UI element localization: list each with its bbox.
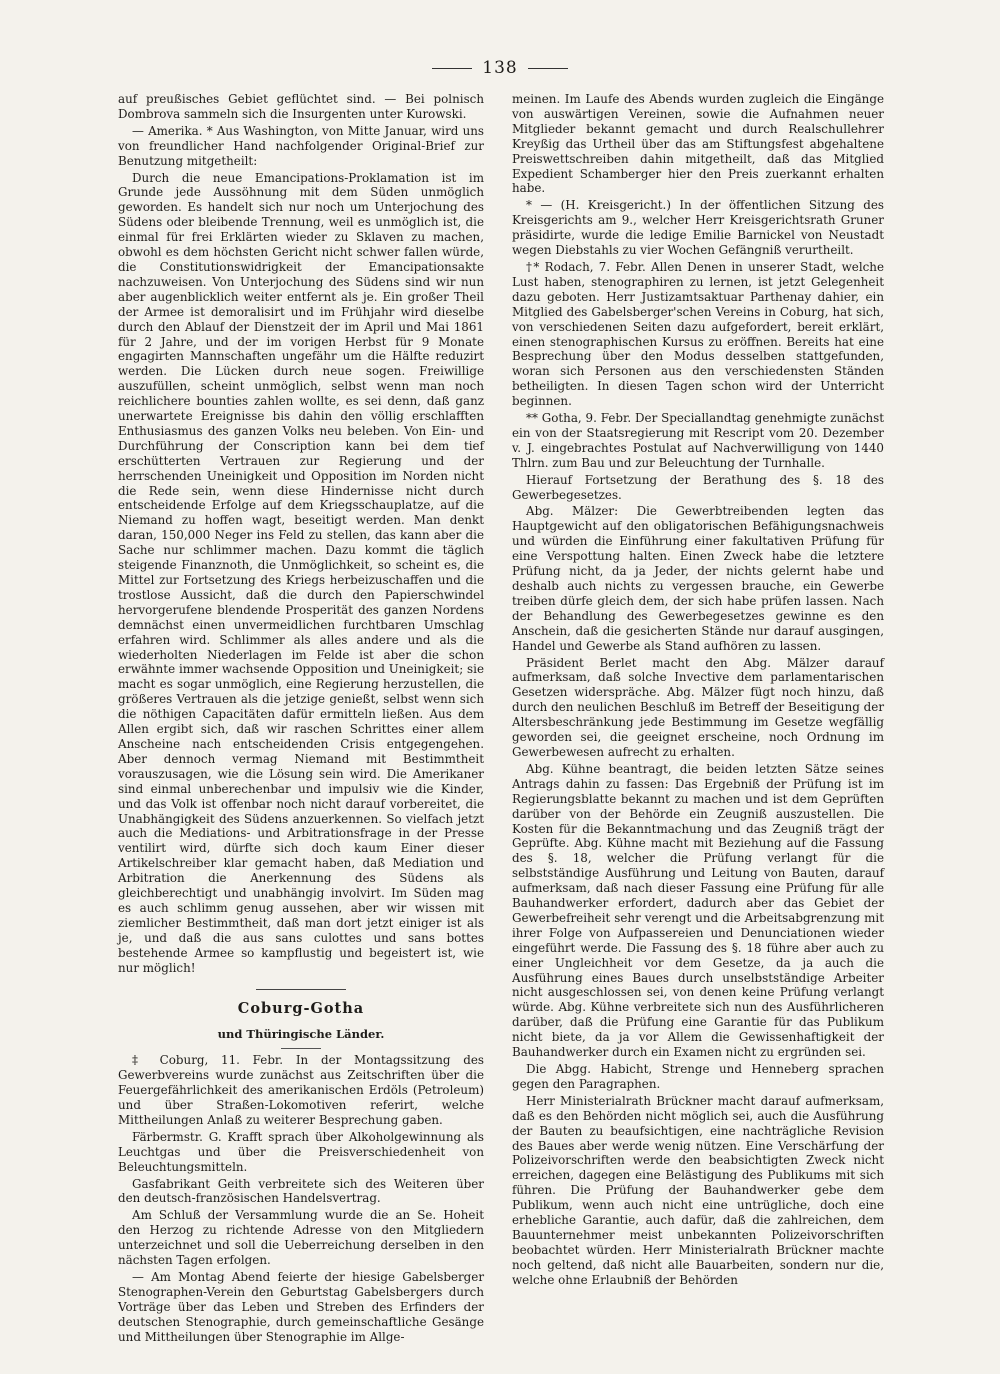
header-rule-right <box>528 68 568 69</box>
page-number: 138 <box>482 58 518 78</box>
article-paragraph: Durch die neue Emancipations-Proklamation ist im Grunde jede Aussöhnung mit dem Süden unmöglich geworden. Es handelt sich nur noch um Unterjochung des Südens oder bleibende Trennung, weil es unmöglich ist, die einmal für frei Erklärten wieder zu Sklaven zu machen, obwohl es dem höchsten Gericht nicht schwer fallen würde, die Constitutionswidrigkeit der Emancipationsakte nachzuweisen. Von Unterjochung des Südens sind wir nun aber augenblicklich weiter entfernt als je. Ein großer Theil der Armee ist demoralisirt und im Frühjahr wird dieselbe durch den Ablauf der Dienstzeit der im April und Mai 1861 für 2 Jahre, und der im vorigen Herbst für 9 Monate engagirten Mannschaften ungefähr um die Hälfte reduzirt werden. Die Lücken durch neue sogen. Freiwillige auszufüllen, scheint unmöglich, selbst wenn man noch reichlichere bounties zahlen wollte, es sei denn, daß ganz unerwartete Ereignisse bis dahin den völlig erschlafften Enthusiasmus des ganzen Volks neu beleben. Von Ein- und Durchführung der Conscription kann bei dem tief erschütterten Vertrauen zur Regierung und der herrschenden Uneinigkeit und Opposition im Norden nicht die Rede sein, wenn diese Hindernisse nicht durch entscheidende Erfolge auf dem Kriegsschauplatze, auf die Niemand zu hoffen wagt, beseitigt werden. Man denkt daran, 150,000 Neger ins Feld zu stellen, das kann aber die Sache nur schlimmer machen. Dazu kommt die täglich steigende Finanznoth, die Unmöglichkeit, so scheint es, die Mittel zur Fortsetzung des Kriegs herbeizuschaffen und die trostlose Aussicht, daß die durch den Papierschwindel hervorgerufene blendende Prosperität des ganzen Nordens demnächst einen unvermeidlichen furchtbaren Umschlag erfahren wird. Schlimmer als alles andere und als die wiederholten Niederlagen im Felde ist aber die schon erwähnte immer wachsende Opposition und Uneinigkeit; sie macht es sogar unmöglich, eine Regierung herzustellen, die größeres Vertrauen als die jetzige genießt, selbst wenn sich die nöthigen Capacitäten dafür ermitteln ließen. Aus dem Allen ergibt sich, daß wir raschen Schrittes einer allem Anscheine nach entscheidenden Crisis entgegengehen. Aber dennoch vermag Niemand mit Bestimmtheit vorauszusagen, wie die Lösung sein wird. Die Amerikaner sind einmal unberechenbar und impulsiv wie die Kinder, und das Volk ist offenbar noch nicht darauf vorbereitet, die Unabhängigkeit des Südens anzuerkennen. So vielfach jetzt auch die Mediations- und Arbitrationsfrage in der Presse ventilirt wird, dürfte sich doch kaum Einer dieser Artikelschreiber klar gemacht haben, daß Mediation und Arbitration die Anerkennung des Südens als gleichberechtigt und unabhängig involvirt. Im Süden mag es auch schlimm genug aussehen, aber wir wissen mit ziemlicher Bestimmtheit, daß man dort jetzt einiger ist als je, und daß die aus sans culottes und sans bottes bestehende Armee so kampflustig und begeistert ist, wie nur möglich! <box>118 170 484 975</box>
article-paragraph: ** Gotha, 9. Febr. Der Speciallandtag genehmigte zunächst ein von der Staatsregierung mit Rescript vom 20. Dezember v. J. eingebrachtes Postulat auf Nachverwilligung von 1440 Thlrn. zum Bau und zur Beleuchtung der Turnhalle. <box>512 411 884 470</box>
article-paragraph: Abg. Mälzer: Die Gewerbtreibenden legten das Hauptgewicht auf den obligatorischen Befähigungsnachweis und würden die Einführung einer fakultativen Prüfung für eine Verspottung halten. Einen Zweck habe die letztere Prüfung nicht, da ja Jeder, der nichts gelernt habe und deshalb auch nichts zu vergessen brauche, ein Gewerbe treiben dürfe gleich dem, der sich habe prüfen lassen. Nach der Behandlung des Gewerbegesetzes gewinne es den Anschein, daß die gesicherten Stände nur darauf ausgingen, Handel und Gewerbe als Stand aufhören zu lassen. <box>512 504 884 653</box>
article-paragraph: Abg. Kühne beantragt, die beiden letzten Sätze seines Antrags dahin zu fassen: Das Ergebniß der Prüfung ist im Regierungsblatte bekannt zu machen und ist dem Geprüften darüber von der Behörde ein Zeugniß auszustellen. Die Kosten für die Bekanntmachung und das Zeugniß trägt der Geprüfte. Abg. Kühne macht mit Beziehung auf die Fassung des §. 18, welcher die Prüfung verlangt für die selbstständige Ausführung und Leitung von Bauten, darauf aufmerksam, daß nach dieser Fassung eine Prüfung für alle Bauhandwerker erfordert, dadurch aber das Gebiet der Gewerbefreiheit sehr verengt und die Arbeitsabgrenzung mit ihrer Folge von Aufpassereien und Denunciationen wieder eingeführt werde. Die Fassung des §. 18 führe aber auch zu einer Ungleichheit vor dem Gesetze, da ja auch die Ausführung eines Baues durch unselbstständige Arbeiter nicht ausgeschlossen sei, von denen keine Prüfung verlangt würde. Abg. Kühne verbreitete sich nun des Ausführlicheren darüber, daß die Prüfung eine Garantie für das Publikum nicht biete, da ja vor Allem die Gewissenhaftigkeit der Bauhandwerker durch ein Examen nicht zu ergründen sei. <box>512 761 884 1060</box>
page-header <box>0 58 1000 78</box>
article-paragraph: Färbermstr. G. Krafft sprach über Alkoholgewinnung als Leuchtgas und über die Preisverschiedenheit von Beleuchtungsmitteln. <box>118 1129 484 1174</box>
article-paragraph: Präsident Berlet macht den Abg. Mälzer darauf aufmerksam, daß solche Invective dem parlamentarischen Gesetzen widerspräche. Abg. Mälzer fügt noch hinzu, daß durch den neulichen Beschluß im Betreff der Beseitigung der Altersbeschränkung jede Bestimmung im Gesetze wegfällig geworden sei, die geeignet erscheine, noch Ordnung im Gewerbewesen aufrecht zu erhalten. <box>512 655 884 759</box>
article-paragraph: Am Schluß der Versammlung wurde die an Se. Hoheit den Herzog zu richtende Adresse von den Mitgliedern unterzeichnet und soll die Ueberreichung derselben in den nächsten Tagen erfolgen. <box>118 1208 484 1268</box>
section-heading <box>118 1002 484 1049</box>
article-paragraph: Herr Ministerialrath Brückner macht darauf aufmerksam, daß es den Behörden nicht möglich sei, auch die Ausführung der Bauten zu beaufsichtigen, eine nachträgliche Revision des Baues aber werde wenig nützen. Eine Verschärfung der Polizeivorschriften werde den beabsichtigten Zweck nicht erreichen, dagegen eine Belästigung des Publikums mit sich führen. Die Prüfung der Bauhandwerker gebe dem Publikum, wenn auch nicht eine untrügliche, doch eine erhebliche Garantie, auch dafür, daß die zahlreichen, dem Bauunternehmer meist unbekannten Polizeivorschriften beobachtet würden. Herr Ministerialrath Brückner machte noch geltend, daß nicht alle Bauarbeiten, sondern nur die, welche ohne Erlaubniß der Behörden <box>512 1093 884 1287</box>
section-title: Coburg-Gotha <box>237 1000 365 1018</box>
article-paragraph: ‡ Coburg, 11. Febr. In der Montagssitzung des Gewerbvereins wurde zunächst aus Zeitschriften über die Feuergefährlichkeit des amerikanischen Erdöls (Petroleum) und über Straßen-Lokomotiven referirt, welche Mittheilungen Anlaß zu weiterer Besprechung gaben. <box>118 1053 484 1127</box>
article-paragraph: Die Abgg. Habicht, Strenge und Henneberg sprachen gegen den Paragraphen. <box>512 1062 884 1091</box>
article-paragraph: * — (H. Kreisgericht.) In der öffentlichen Sitzung des Kreisgerichts am 9., welcher Herr Kreisgerichtsrath Gruner präsidirte, wurde die ledige Emilie Barnickel von Neustadt wegen Diebstahls zu vier Wochen Gefängniß verurtheilt. <box>512 198 884 258</box>
article-paragraph: auf preußisches Gebiet geflüchtet sind. — Bei polnisch Dombrova sammeln sich die Insurgenten unter Kurowski. <box>118 92 484 121</box>
section-subtitle: und Thüringische Länder. <box>217 1027 385 1042</box>
article-paragraph: — Amerika. * Aus Washington, von Mitte Januar, wird uns von freundlicher Hand nachfolgender Original-Brief zur Benutzung mitgetheilt: <box>118 123 484 168</box>
article-paragraph: meinen. Im Laufe des Abends wurden zugleich die Eingänge von auswärtigen Vereinen, sowie die Aufnahmen neuer Mitglieder bekannt gemacht und durch Realschullehrer Kreyßig das Urtheil über das am Stiftungsfest abgehaltene Preiswettschreiben dahin mitgetheilt, daß das Mitglied Expedient Schamberger hier den Preis zuerkannt erhalten habe. <box>512 92 884 196</box>
article-paragraph: †* Rodach, 7. Febr. Allen Denen in unserer Stadt, welche Lust haben, stenographiren zu lernen, ist jetzt Gelegenheit dazu geboten. Herr Justizamtsaktuar Parthenay dahier, ein Mitglied des Gabelsberger'schen Vereins in Coburg, hat sich, von verschiedenen Seiten dazu aufgefordert, bereit erklärt, einen stenographischen Kursus zu eröffnen. Bereits hat eine Besprechung über den Modus desselben stattgefunden, woran sich Personen aus den verschiedensten Ständen betheiligten. In diesen Tagen schon wird der Unterricht beginnen. <box>512 259 884 409</box>
article-paragraph: Gasfabrikant Geith verbreitete sich des Weiteren über den deutsch-französischen Handelsvertrag. <box>118 1176 484 1206</box>
section-divider <box>256 989 346 990</box>
section-subtitle-rule <box>281 1048 321 1049</box>
article-paragraph: — Am Montag Abend feierte der hiesige Gabelsberger Stenographen-Verein den Geburtstag Gabelsbergers durch Vorträge über das Leben und Streben des Erfinders der deutschen Stenographie, durch gemeinschaftliche Gesänge und Mittheilungen über Stenographie im Allge- <box>118 1269 484 1344</box>
article-paragraph: Hierauf Fortsetzung der Berathung des §. 18 des Gewerbegesetzes. <box>512 472 884 502</box>
left-column <box>118 92 484 1347</box>
header-rule-left <box>432 68 472 69</box>
right-column <box>512 92 884 1290</box>
